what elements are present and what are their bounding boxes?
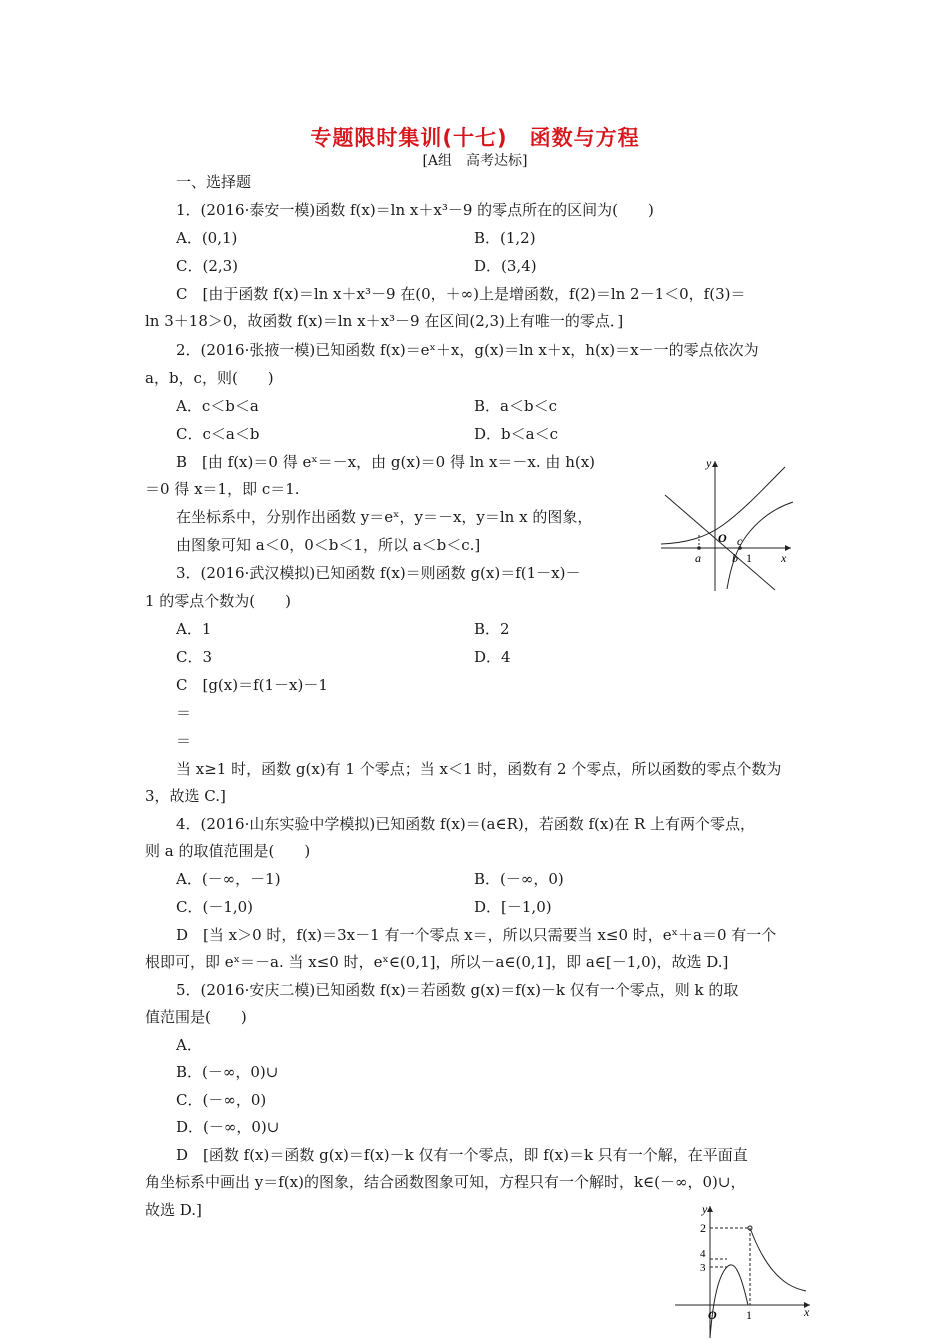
question-1: 1．(2016·泰安一模)函数 f(x)＝ln x＋x³－9 的零点所在的区间为( )	[176, 201, 654, 219]
solution-4-line-1: D [当 x＞0 时，f(x)＝3x－1 有一个零点 x＝，所以只需要当 x≤0 时，eˣ＋a＝0 有一个	[176, 926, 777, 944]
solution-5-line-1: D [函数 f(x)＝函数 g(x)＝f(x)－k 仅有一个零点，即 f(x)＝k 只有一个解，在平面直	[176, 1146, 748, 1164]
question-4-line-1: 4．(2016·山东实验中学模拟)已知函数 f(x)＝(a∈R)，若函数 f(x)在 R 上有两个零点，	[176, 815, 756, 833]
graph2-label-three: 3	[700, 1262, 706, 1274]
graph1-label-origin: O	[718, 531, 727, 545]
solution-3-line-3: ＝	[176, 732, 192, 750]
option-2d: D．b＜a＜c	[474, 425, 558, 443]
solution-5-line-2: 角坐标系中画出 y＝f(x)的图象，结合函数图象可知，方程只有一个解时，k∈(－∞，0)∪，	[145, 1173, 746, 1191]
solution-2-line-4: 由图象可知 a＜0，0＜b＜1，所以 a＜b＜c.]	[176, 536, 481, 554]
section-heading: 一、选择题	[176, 173, 252, 191]
solution-3-line-4: 当 x≥1 时，函数 g(x)有 1 个零点；当 x＜1 时，函数有 2 个零点，所以函数的零点个数为	[176, 760, 782, 778]
solution-3-line-1: C [g(x)＝f(1－x)－1	[176, 676, 328, 694]
page-subtitle: [A组 高考达标]	[422, 153, 528, 169]
question-3-line-1: 3．(2016·武汉模拟)已知函数 f(x)＝则函数 g(x)＝f(1－x)－	[176, 564, 581, 582]
solution-2-line-1: B [由 f(x)＝0 得 eˣ＝－x，由 g(x)＝0 得 ln x＝－x. 由 h(x)	[176, 453, 596, 471]
function-graph-1	[655, 455, 795, 595]
page-title: 专题限时集训(十七) 函数与方程	[310, 126, 640, 150]
graph2-label-origin: O	[708, 1308, 717, 1322]
question-5-line-2: 值范围是( )	[145, 1008, 247, 1026]
option-1a: A．(0,1)	[176, 229, 238, 247]
graph2-label-y: y	[702, 1202, 708, 1216]
option-1c: C．(2,3)	[176, 257, 239, 275]
option-3c: C．3	[176, 648, 213, 666]
option-2c: C．c＜a＜b	[176, 425, 260, 443]
graph2-label-x: x	[804, 1305, 810, 1319]
solution-2-line-3: 在坐标系中，分别作出函数 y＝eˣ，y＝－x，y＝ln x 的图象，	[176, 508, 593, 526]
option-1b: B．(1,2)	[474, 229, 536, 247]
graph2-label-two: 2	[700, 1221, 706, 1235]
option-1d: D．(3,4)	[474, 257, 537, 275]
solution-1-line-1: C [由于函数 f(x)＝ln x＋x³－9 在(0，＋∞)上是增函数，f(2)＝ln 2－1＜0，f(3)＝	[176, 285, 746, 303]
option-5a: A．	[176, 1036, 202, 1054]
option-5c: C．(－∞，0)	[176, 1091, 267, 1109]
option-5b: B．(－∞，0)∪	[176, 1063, 279, 1081]
graph1-label-x: x	[781, 551, 787, 565]
option-2a: A．c＜b＜a	[176, 397, 259, 415]
option-4a: A．(－∞，－1)	[176, 870, 281, 888]
question-5-line-1: 5．(2016·安庆二模)已知函数 f(x)＝若函数 g(x)＝f(x)－k 仅有一个零点，则 k 的取	[176, 981, 739, 999]
solution-1-line-2: ln 3＋18＞0，故函数 f(x)＝ln x＋x³－9 在区间(2,3)上有唯一的零点．]	[145, 312, 624, 330]
graph1-label-c: c	[737, 534, 743, 548]
graph1-label-b: b	[732, 551, 738, 565]
solution-4-line-2: 根即可，即 eˣ＝－a. 当 x≤0 时，eˣ∈(0,1]，所以－a∈(0,1]，即 a∈[－1,0)，故选 D.]	[145, 953, 729, 971]
option-3d: D．4	[474, 648, 511, 666]
graph1-label-one: 1	[746, 551, 752, 565]
graph1-label-a: a	[695, 551, 701, 565]
graph2-label-four: 4	[700, 1248, 706, 1260]
solution-5-line-3: 故选 D.]	[145, 1201, 202, 1219]
option-4c: C．(－1,0)	[176, 898, 254, 916]
option-4b: B．(－∞，0)	[474, 870, 564, 888]
question-3-line-2: 1 的零点个数为( )	[145, 592, 292, 610]
option-4d: D．[－1,0)	[474, 898, 552, 916]
solution-2-line-2: ＝0 得 x＝1，即 c＝1.	[145, 480, 300, 498]
graph2-label-one: 1	[746, 1308, 752, 1322]
question-2-line-2: a，b，c，则( )	[145, 369, 274, 387]
solution-3-line-2: ＝	[176, 704, 192, 722]
solution-3-line-5: 3，故选 C.]	[145, 787, 226, 805]
option-3b: B．2	[474, 620, 510, 638]
graph1-label-y: y	[706, 456, 712, 470]
option-2b: B．a＜b＜c	[474, 397, 557, 415]
question-2-line-1: 2．(2016·张掖一模)已知函数 f(x)＝eˣ＋x，g(x)＝ln x＋x，h(x)＝x－一的零点依次为	[176, 341, 759, 359]
question-4-line-2: 则 a 的取值范围是( )	[145, 842, 311, 860]
option-5d: D．(－∞，0)∪	[176, 1118, 280, 1136]
option-3a: A．1	[176, 620, 212, 638]
function-graph-2	[670, 1200, 820, 1340]
